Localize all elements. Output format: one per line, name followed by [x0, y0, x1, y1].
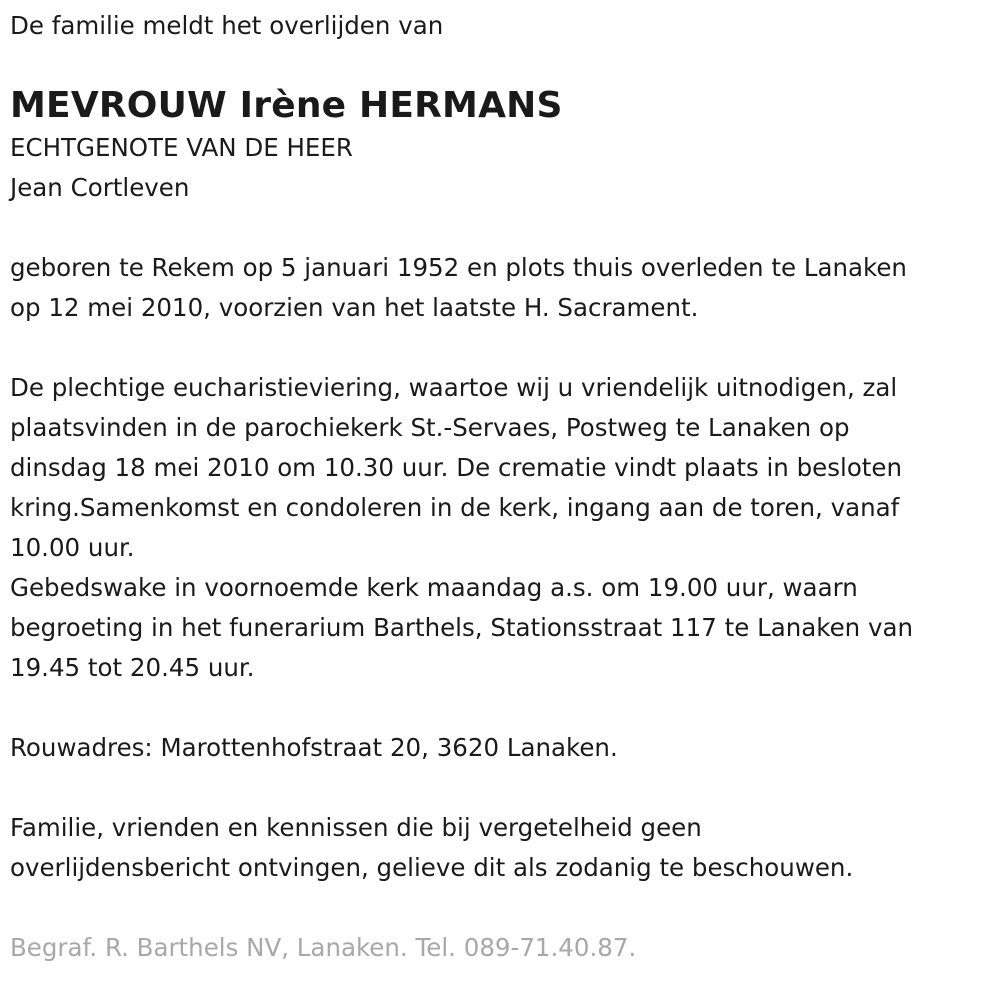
intro-text: De familie meldt het overlijden van [10, 11, 444, 40]
obituary-notice [10, 6, 988, 968]
funeral-home-footer: Begraf. R. Barthels NV, Lanaken. Tel. 089-71.40.87. [10, 933, 637, 962]
notice-paragraph [10, 808, 988, 888]
text-line: overlijdensbericht ontvingen, gelieve dit als zodanig te beschouwen. [10, 853, 854, 882]
ceremony-paragraph [10, 368, 988, 688]
text-line: Gebedswake in voornoemde kerk maandag a.s. om 19.00 uur, waarn [10, 573, 858, 602]
relation-text: ECHTGENOTE VAN DE HEER [10, 133, 353, 162]
spouse-name: Jean Cortleven [10, 173, 190, 202]
mourning-address: Rouwadres: Marottenhofstraat 20, 3620 Lanaken. [10, 733, 618, 762]
text-line: Familie, vrienden en kennissen die bij vergetelheid geen [10, 813, 702, 842]
deceased-name: MEVROUW Irène HERMANS [10, 85, 563, 126]
text-line: op 12 mei 2010, voorzien van het laatste H. Sacrament. [10, 293, 699, 322]
text-line: plaatsvinden in de parochiekerk St.-Servaes, Postweg te Lanaken op [10, 413, 850, 442]
text-line: dinsdag 18 mei 2010 om 10.30 uur. De crematie vindt plaats in besloten [10, 453, 903, 482]
text-line: 19.45 tot 20.45 uur. [10, 653, 255, 682]
text-line: De plechtige eucharistieviering, waartoe wij u vriendelijk uitnodigen, zal [10, 373, 898, 402]
text-line: kring.Samenkomst en condoleren in de kerk, ingang aan de toren, vanaf [10, 493, 900, 522]
birth-death-paragraph [10, 248, 988, 328]
name-block [10, 84, 988, 208]
text-line: geboren te Rekem op 5 januari 1952 en plots thuis overleden te Lanaken [10, 253, 907, 282]
text-line: 10.00 uur. [10, 533, 135, 562]
text-line: begroeting in het funerarium Barthels, Stationsstraat 117 te Lanaken van [10, 613, 914, 642]
